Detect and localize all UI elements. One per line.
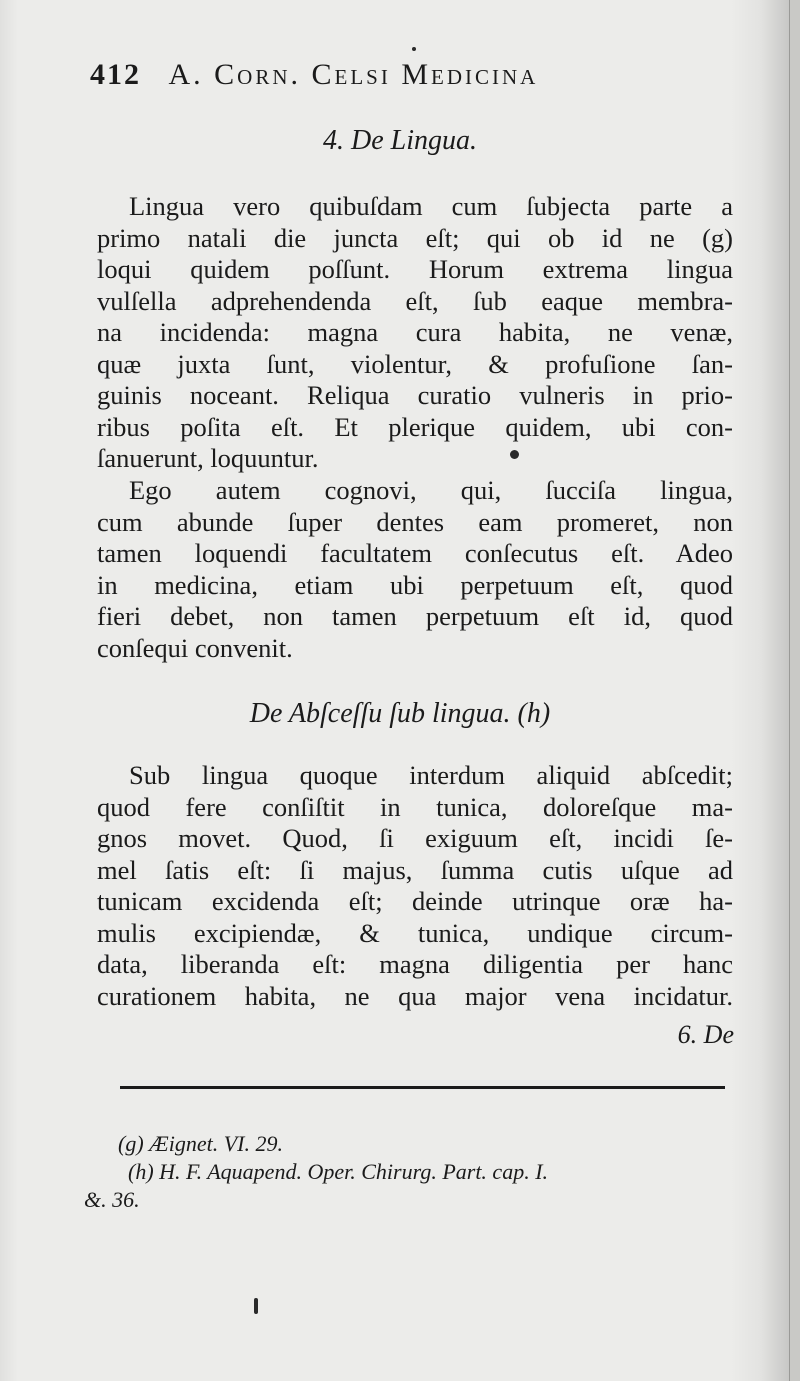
catchword: 6. De bbox=[677, 1020, 734, 1049]
text-line: cum abunde ſuper dentes eam promeret, non bbox=[97, 506, 733, 537]
text-line: Sub lingua quoque interdum aliquid abſcedit; bbox=[129, 760, 733, 790]
text-line: ſanuerunt, loquuntur. bbox=[97, 443, 319, 473]
paragraph-lingua-1 bbox=[97, 191, 733, 475]
text-line: tunicam excidenda eſt; deinde utrinque oræ ha- bbox=[97, 886, 733, 916]
ink-speck bbox=[510, 450, 519, 459]
page-number: 412 bbox=[90, 58, 141, 91]
footnote-rule bbox=[120, 1086, 725, 1089]
text-line: Lingua vero quibuſdam cum ſubjecta parte a bbox=[129, 191, 733, 221]
text-line: quod fere conſiſtit in tunica, doloreſque ma- bbox=[97, 791, 733, 822]
text-line: tamen loquendi facultatem conſecutus eſt. Adeo bbox=[97, 538, 733, 568]
text-line: mulis excipiendæ, & tunica, undique circum- bbox=[97, 917, 733, 948]
footnote-h-continued: &. 36. bbox=[84, 1187, 140, 1212]
text-line: ribus poſita eſt. Et plerique quidem, ubi con- bbox=[97, 411, 733, 442]
text-line: conſequi convenit. bbox=[97, 632, 293, 663]
text-line: loqui quidem poſſunt. Horum extrema lingua bbox=[97, 254, 733, 284]
text-line: vulſella adprehendenda eſt, ſub eaque membra- bbox=[97, 285, 733, 316]
text-line: Ego autem cognovi, qui, ſucciſa lingua, bbox=[129, 475, 733, 505]
footnote-g: (g) Æignet. VI. 29. bbox=[118, 1131, 283, 1156]
text-line: mel ſatis eſt: ſi majus, ſumma cutis uſque ad bbox=[97, 854, 733, 885]
text-line: guinis noceant. Reliqua curatio vulneris in prio- bbox=[97, 380, 733, 410]
ink-speck bbox=[412, 47, 416, 51]
text-line: in medicina, etiam ubi perpetuum eſt, quod bbox=[97, 569, 733, 600]
text-line: na incidenda: magna cura habita, ne venæ, bbox=[97, 317, 733, 347]
running-header bbox=[90, 58, 650, 98]
text-line: curationem habita, ne qua major vena incidatur. bbox=[97, 980, 733, 1011]
page-gutter-shadow bbox=[789, 0, 800, 1381]
running-title: A. Corn. Celsi Medicina bbox=[168, 58, 539, 91]
ink-speck bbox=[254, 1298, 258, 1314]
paragraph-lingua-2 bbox=[97, 475, 733, 664]
paragraph-abscessu bbox=[97, 760, 733, 1012]
text-line: primo natali die juncta eſt; qui ob id ne (g) bbox=[97, 222, 733, 253]
text-line: quæ juxta ſunt, violentur, & profuſione ſan- bbox=[97, 348, 733, 379]
text-line: data, liberanda eſt: magna diligentia per hanc bbox=[97, 949, 733, 979]
text-line: fieri debet, non tamen perpetuum eſt id, quod bbox=[97, 601, 733, 631]
footnote-h: (h) H. F. Aquapend. Oper. Chirurg. Part. cap. I. bbox=[128, 1159, 549, 1184]
section-title-lingua: 4. De Lingua. bbox=[323, 125, 477, 156]
footnotes bbox=[84, 1130, 738, 1214]
section-title-abscessu: De Abſceſſu ſub lingua. (h) bbox=[249, 698, 551, 729]
text-line: gnos movet. Quod, ſi exiguum eſt, incidi ſe- bbox=[97, 823, 733, 853]
